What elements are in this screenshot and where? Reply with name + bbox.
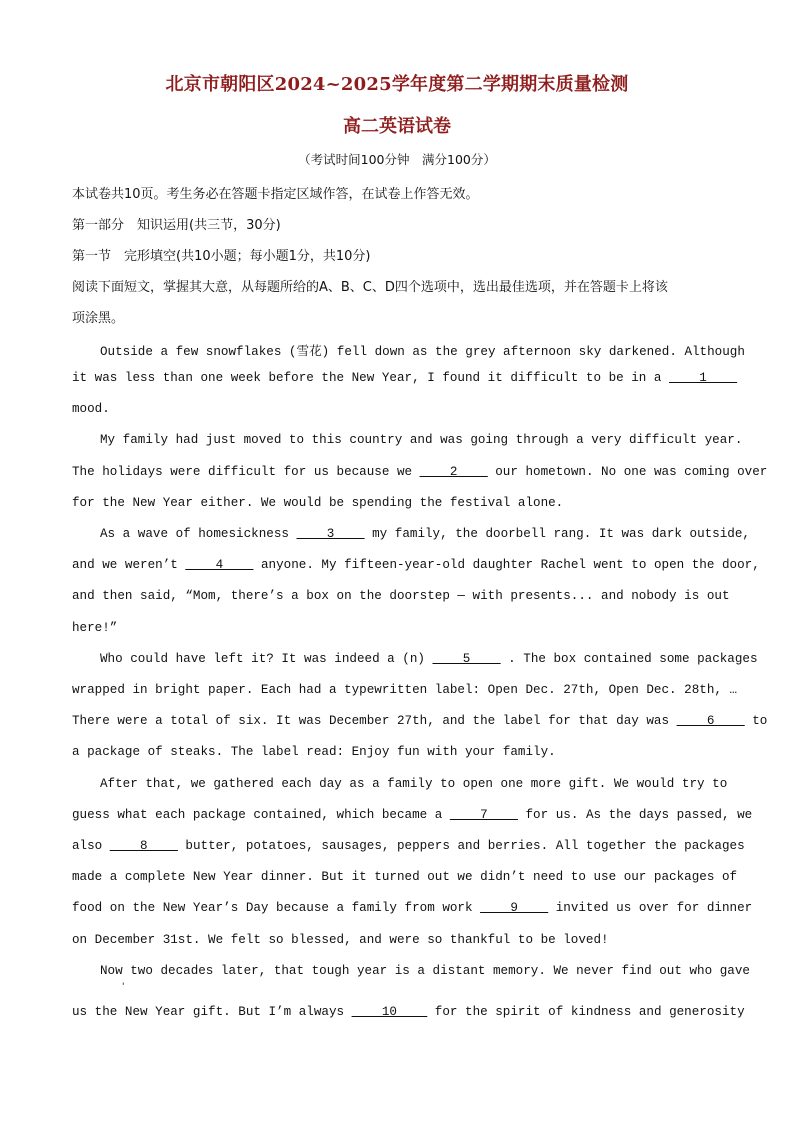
passage-line: mood. xyxy=(72,402,110,416)
exam-info: （考试时间100分钟 满分100分） xyxy=(298,152,496,167)
passage-text: it was less than one week before the New Year, I found it difficult to be in a xyxy=(72,371,662,385)
passage-text: As a wave of homesickness xyxy=(100,527,289,541)
passage-text: . The box contained some packages xyxy=(508,652,758,666)
passage-line: wrapped in bright paper. Each had a typewritten label: Open Dec. 27th, Open Dec. 28th, … xyxy=(72,683,738,697)
blank-9: ____9____ xyxy=(480,901,549,915)
passage-text: The holidays were difficult for us because we xyxy=(72,465,413,479)
passage-text: Who could have left it? It was indeed a (n) xyxy=(100,652,425,666)
exam-subtitle: 高二英语试卷 xyxy=(343,116,451,137)
passage-text: anyone. My fifteen-year-old daughter Rachel went to open the door, xyxy=(260,558,760,572)
passage-text: There were a total of six. It was December 27th, and the label for that day was xyxy=(72,714,670,728)
passage-line xyxy=(72,1005,745,1019)
passage-text: and we weren’t xyxy=(72,558,178,572)
passage-line xyxy=(100,652,758,666)
blank-2: ____2____ xyxy=(419,465,488,479)
passage-text: to xyxy=(752,714,768,728)
stray-mark: ' xyxy=(122,982,125,992)
part1-heading: 第一部分 知识运用(共三节，30分) xyxy=(72,218,281,233)
passage-text: our hometown. No one was coming over xyxy=(495,465,768,479)
passage-text: my family, the doorbell rang. It was dark outside, xyxy=(372,527,750,541)
blank-7: ____7____ xyxy=(449,808,518,822)
blank-10: ____10____ xyxy=(351,1005,428,1019)
blank-5: ____5____ xyxy=(432,652,501,666)
passage-line: Outside a few snowflakes (雪花) fell down as the grey afternoon sky darkened. Although xyxy=(100,345,745,359)
passage-line: on December 31st. We felt so blessed, and were so thankful to be loved! xyxy=(72,933,609,947)
passage-line xyxy=(72,714,768,728)
directions-line-1: 阅读下面短文，掌握其大意，从每题所给的A、B、C、D四个选项中，选出最佳选项，并在答题卡上将该 xyxy=(72,280,668,295)
passage-text: us the New Year gift. But I’m always xyxy=(72,1005,345,1019)
blank-3: ____3____ xyxy=(296,527,365,541)
blank-8: ____8____ xyxy=(109,839,178,853)
passage-line: After that, we gathered each day as a family to open one more gift. We would try to xyxy=(100,777,728,791)
passage-text: guess what each package contained, which became a xyxy=(72,808,443,822)
passage-line xyxy=(72,808,753,822)
passage-line: My family had just moved to this country and was going through a very difficult year. xyxy=(100,433,743,447)
passage-text: food on the New Year’s Day because a family from work xyxy=(72,901,473,915)
passage-line: for the New Year either. We would be spending the festival alone. xyxy=(72,496,564,510)
passage-text: butter, potatoes, sausages, peppers and berries. All together the packages xyxy=(185,839,745,853)
passage-text: invited us over for dinner xyxy=(555,901,753,915)
passage-line xyxy=(100,527,750,541)
passage-line xyxy=(72,371,738,385)
passage-line: Now two decades later, that tough year is a distant memory. We never find out who gave xyxy=(100,964,750,978)
blank-1: ____1____ xyxy=(669,371,738,385)
passage-line xyxy=(72,839,745,853)
section1-heading: 第一节 完形填空(共10小题；每小题1分，共10分) xyxy=(72,249,371,264)
passage-line: made a complete New Year dinner. But it turned out we didn’t need to use our packages of xyxy=(72,870,738,884)
directions-line-2: 项涂黑。 xyxy=(72,311,125,326)
passage-line xyxy=(72,901,753,915)
passage-line xyxy=(72,465,768,479)
blank-6: ____6____ xyxy=(676,714,745,728)
passage-line xyxy=(72,558,760,572)
passage-text: for the spirit of kindness and generosity xyxy=(434,1005,745,1019)
notice-text: 本试卷共10页。考生务必在答题卡指定区域作答，在试卷上作答无效。 xyxy=(72,187,479,202)
passage-line: and then said, “Mom, there’s a box on the doorstep — with presents... and nobody is out xyxy=(72,589,730,603)
blank-4: ____4____ xyxy=(185,558,254,572)
passage-line: a package of steaks. The label read: Enjoy fun with your family. xyxy=(72,745,556,759)
passage-line: here!” xyxy=(72,621,118,635)
exam-title: 北京市朝阳区2024~2025学年度第二学期期末质量检测 xyxy=(165,74,629,95)
passage-text: for us. As the days passed, we xyxy=(525,808,753,822)
passage-text: also xyxy=(72,839,103,853)
